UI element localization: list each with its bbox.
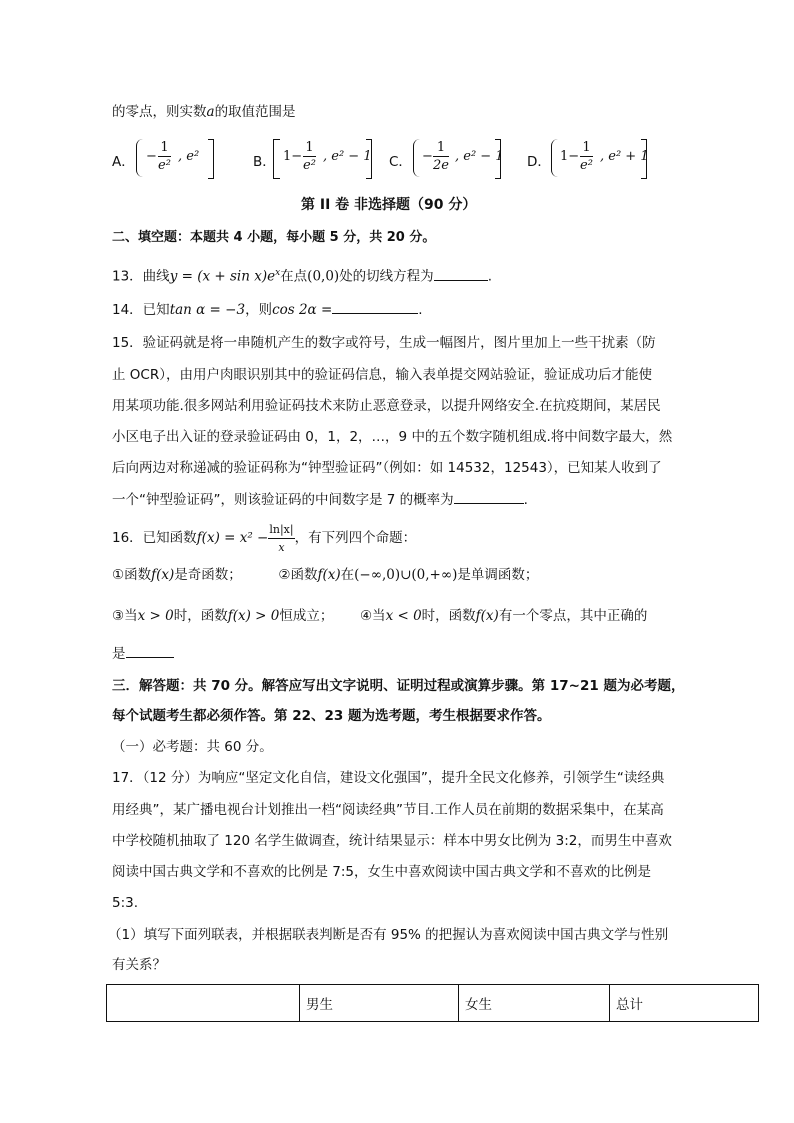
option-sign: −	[422, 149, 433, 164]
q12-text-end: 的取值范围是	[214, 104, 296, 120]
q17-line: 17．（12 分）为响应“坚定文化自信，建设文化强国”，提升全民文化修养，引领学生“读经典	[112, 770, 665, 786]
q15-line: 后向两边对称递减的验证码称为“钟型验证码”（例如：如 14532，12543），已知某人收到了	[112, 460, 662, 476]
q13: 13．曲线$y = (x + \sin x)e^x$在点(0,0)处的切线方程为 .	[112, 263, 492, 287]
right-bracket	[495, 139, 501, 179]
q17-line: 5:3.	[112, 895, 139, 911]
q17-part1: 有关系？	[112, 957, 166, 973]
section-solutions: 三．解答题：共 70 分。解答应写出文字说明、证明过程或演算步骤。第 17~21 题为必考题，	[112, 678, 685, 694]
option-fraction: $\frac{1}{2e}$	[433, 140, 449, 173]
q12-tail	[112, 102, 296, 122]
right-bracket	[366, 139, 372, 179]
left-paren	[551, 139, 558, 177]
section-fill-blank: 二、填空题：本题共 4 小题，每小题 5 分，共 20 分。	[112, 230, 436, 245]
q16: 16．已知函数f(x) = x² − $\frac{\ln|x|}{x}$ ，有下列四个命题：	[112, 523, 417, 554]
option-b	[253, 137, 373, 181]
option-rest: , e² − 1	[455, 149, 504, 164]
q16-props-1: ①函数f(x)是奇函数； ②函数f(x)在(−∞,0)∪(0,+∞)是单调函数；	[112, 567, 539, 583]
option-fraction: $\frac{1}{\text{e²}}$	[158, 140, 171, 173]
option-sign: −	[146, 149, 157, 164]
var-a: a	[206, 104, 215, 120]
table-header-cell	[107, 985, 300, 1022]
q16-answer-line: 是	[112, 643, 174, 664]
option-fraction: $\frac{1}{\text{e²}}$	[303, 140, 316, 173]
right-bracket	[641, 139, 647, 179]
part2-title: 第 II 卷 非选择题（90 分）	[301, 197, 477, 213]
table-header-cell: 男生	[300, 985, 459, 1022]
option-sign: 1−	[283, 149, 303, 164]
table-row	[107, 985, 759, 1022]
option-a	[112, 137, 222, 181]
q14: 14．已知tan α = −3，则cos 2α = .	[112, 299, 423, 320]
option-label: D．	[527, 154, 551, 170]
q16-fraction: $\frac{\ln|x|}{x}$	[269, 523, 294, 554]
answer-blank[interactable]	[454, 489, 524, 504]
contingency-table	[106, 984, 759, 1022]
subsection-required: （一）必考题：共 60 分。	[112, 739, 273, 755]
option-rest: , e² + 1	[600, 149, 649, 164]
option-label: A．	[112, 154, 135, 170]
answer-blank[interactable]	[126, 643, 174, 658]
section-solutions: 每个试题考生都必须作答。第 22、23 题为选考题，考生根据要求作答。	[112, 708, 551, 724]
right-bracket	[208, 139, 214, 179]
table-header-cell: 女生	[459, 985, 610, 1022]
q15-last-line: 一个“钟型验证码”，则该验证码的中间数字是 7 的概率为 .	[112, 489, 528, 510]
option-fraction: $\frac{1}{\text{e²}}$	[580, 140, 593, 173]
left-paren	[413, 139, 420, 177]
table-header-cell: 总计	[610, 985, 759, 1022]
option-c	[389, 137, 504, 181]
option-rest: , e²	[178, 149, 200, 164]
answer-blank[interactable]	[332, 299, 418, 314]
q13-expression: y = (x + sin x)e	[169, 268, 276, 285]
option-rest: , e² − 1	[323, 149, 372, 164]
left-bracket	[273, 139, 280, 179]
answer-blank[interactable]	[434, 266, 488, 281]
option-label: C．	[389, 154, 412, 170]
q16-props-2: ③当x > 0时，函数f(x) > 0恒成立； ④当x < 0时，函数f(x)有一个零点，其中正确的	[112, 608, 648, 624]
left-paren	[136, 139, 143, 177]
q15-line: 15．验证码就是将一串随机产生的数字或符号，生成一幅图片，图片里加上一些干扰素（防	[112, 335, 656, 351]
q15-line: 止 OCR），由用户肉眼识别其中的验证码信息，输入表单提交网站验证，验证成功后才能使	[112, 367, 652, 383]
q17-line: 中学校随机抽取了 120 名学生做调查，统计结果显示：样本中男女比例为 3:2，而男生中喜欢	[112, 833, 672, 849]
option-d	[527, 137, 652, 181]
q17-line: 阅读中国古典文学和不喜欢的比例是 7:5，女生中喜欢阅读中国古典文学和不喜欢的比例是	[112, 864, 652, 880]
q12-text: 的零点，则实数	[112, 104, 207, 120]
q17-line: 用经典”，某广播电视台计划推出一档“阅读经典”节目.工作人员在前期的数据采集中，在某高	[112, 802, 664, 818]
option-sign: 1−	[560, 149, 580, 164]
option-label: B．	[253, 154, 276, 170]
q15-line: 小区电子出入证的登录验证码由 0，1，2，…，9 中的五个数字随机组成.将中间数字最大，然	[112, 429, 673, 445]
q15-line: 用某项功能.很多网站利用验证码技术来防止恶意登录，以提升网络安全.在抗疫期间，某居民	[112, 398, 661, 414]
q17-part1: （1）填写下面列联表，并根据联表判断是否有 95% 的把握认为喜欢阅读中国古典文学与性别	[108, 927, 669, 943]
